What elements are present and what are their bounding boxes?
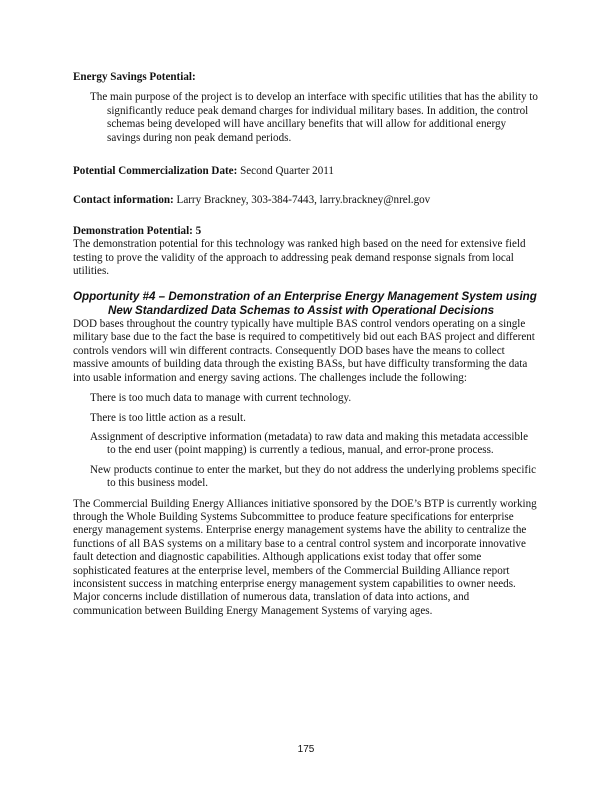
commercialization-value: Second Quarter 2011 bbox=[237, 165, 334, 178]
challenges-list bbox=[73, 392, 539, 490]
contact-label: Contact information: bbox=[73, 194, 174, 207]
list-item: Assignment of descriptive information (metadata) to raw data and making this metadata accessible to the end user (point mapping) is currently a tedious, manual, and error-prone process. bbox=[90, 430, 529, 457]
opportunity-closing: The Commercial Building Energy Alliances initiative sponsored by the DOE’s BTP is currently working through the Whole Building Systems Subcommittee to produce feature specifications for enterprise energy management systems. Enterprise energy management systems have the ability to centralize the functions of all BAS systems on a military base to a central control system and incorporate innovative fault detection and diagnostic capabilities. Although applications exist today that offer some sophisticated features at the enterprise level, members of the Commercial Building Alliance report inconsistent success in matching enterprise energy management system capabilities to owner needs. Major concerns include distillation of numerous data, translation of data into actions, and communication between Building Energy Management Systems of varying ages. bbox=[73, 497, 537, 617]
energy-savings-text: The main purpose of the project is to develop an interface with specific utilities that has the ability to significantly reduce peak demand charges for individual military bases. In addition, the control schemas being developed will have ancillary benefits that will allow for additional energy savings during non peak demand periods. bbox=[90, 91, 538, 144]
list-item: There is too little action as a result. bbox=[90, 411, 246, 424]
document-page bbox=[73, 71, 539, 618]
opportunity-title: Opportunity #4 – Demonstration of an Enterprise Energy Management System using New Standardized Data Schemas to Assist with Operational Decisions bbox=[73, 290, 537, 318]
demonstration-heading: Demonstration Potential: 5 bbox=[73, 224, 202, 237]
contact-value: Larry Brackney, 303-384-7443, larry.brackney@nrel.gov bbox=[173, 194, 431, 207]
commercialization-line bbox=[73, 165, 539, 178]
page-number: 175 bbox=[297, 744, 315, 755]
list-item: New products continue to enter the market, but they do not address the underlying problems specific to this business model. bbox=[90, 463, 537, 490]
list-item: There is too much data to manage with current technology. bbox=[90, 392, 352, 405]
energy-savings-heading: Energy Savings Potential: bbox=[73, 71, 196, 83]
commercialization-label: Potential Commercialization Date: bbox=[73, 165, 238, 178]
demonstration-text: The demonstration potential for this technology was ranked high based on the need for extensive field testing to prove the validity of the approach to addressing peak demand response signals from local utilities. bbox=[73, 238, 526, 278]
contact-line bbox=[73, 194, 539, 207]
opportunity-intro: DOD bases throughout the country typically have multiple BAS control vendors operating on a single military base due to the fact the base is required to competitively bid out each BAS project and different controls vendors will win different contracts. Consequently DOD bases have the means to collect massive amounts of building data through the existing BASs, but have difficulty transforming the data into usable information and energy saving actions. The challenges include the following: bbox=[73, 318, 535, 384]
